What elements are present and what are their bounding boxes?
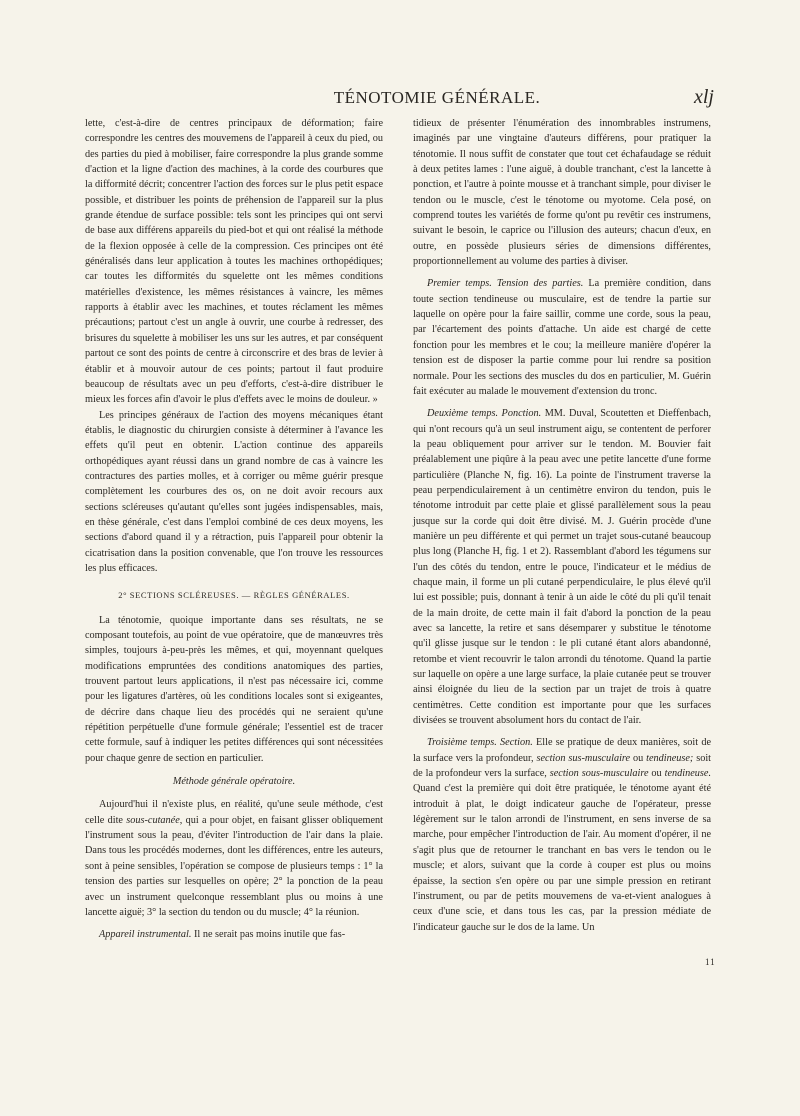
paragraph: Premier temps. Tension des parties. La première condition, dans toute section tendineuse ou musculaire, est de tendre la partie sur laquelle on opère pour la faire saillir, comme une corde, sous la peau, par l'écartement des points d'attache. Un aide est chargé de cette fonction pour les membres et le cou; la meilleure manière d'opérer la tension est de disposer la partie comme pour lui rendre sa position normale. Pour les sections des muscles du dos en particulier, M. Guérin fait exécuter au malade le mouvement d'extension du tronc.	[413, 278, 711, 397]
signature-mark: 11	[705, 957, 716, 967]
section-heading: 2° SECTIONS SCLÉREUSES. — RÈGLES GÉNÉRALES.	[118, 590, 350, 601]
running-title: TÉNOTOMIE GÉNÉRALE.	[333, 88, 541, 107]
subsection-heading: Méthode générale opératoire.	[172, 776, 296, 788]
paragraph: tidieux de présenter l'énumération des innombrables instrumens, imaginés par une vingtaine d'auteurs différens, pour pratiquer la ténotomie. Il nous suffit de constater que tout cet échafaudage se réduit à deux petites lames : l'une aiguë, à double tranchant, c'est la lancette à ponction, et l'autre à pointe mousse et à tranchant simple, pour diviser le tendon ou le muscle, c'est le ténotome ou myotome. Cela posé, on comprend toutes les variétés de forme qu'ont pu revêtir ces instrumens, suivant le besoin, le caprice ou l'illusion des auteurs; chacun d'eux, en outre, en possède plusieurs séries de dimensions différentes, proportionnellement au volume des parties à diviser.	[413, 118, 711, 268]
paragraph: Aujourd'hui il n'existe plus, en réalité, qu'une seule méthode, c'est celle dite sous-cutanée, qui a pour objet, en faisant glisser obliquement l'instrument sous la peau, d'éviter l'introduction de l'air dans la plaie. Dans tous les procédés modernes, dont les différences, entre les auteurs, sont à peine sensibles, l'opération se compose de plusieurs temps : 1° la tension des parties sur lesquelles on opère; 2° la ponction de la peau avec un instrument quelconque ressemblant plus ou moins à une lancette aiguë; 3° la section du tendon ou du muscle; 4° la réunion.	[85, 799, 383, 918]
paragraph: Troisième temps. Section. Elle se pratique de deux manières, soit de la surface vers la profondeur, section sus-musculaire ou tendineuse; soit de la profondeur vers la surface, section sous-musculaire ou tendineuse. Quand c'est la première qui doit être pratiquée, le ténotome ayant été introduit à plat, le doigt indicateur gauche de l'opérateur, presse légèrement sur le talon arrondi de l'instrument, en sens inverse de sa marche, pour empêcher l'introduction de l'air. Au moment d'opérer, il ne s'agit plus que de retourner le tranchant en bas vers le tendon ou le muscle; et alors, suivant que la corde à couper est plus ou moins épaisse, la section s'en opère ou par une simple pression en retirant l'instrument, ou par de petits mouvemens de va-et-vient analogues à ceux d'une scie, et dans tous les cas, par la pression médiate de l'indicateur gauche sur le dos de la lame. Un	[413, 737, 712, 933]
paragraph: Les principes généraux de l'action des moyens mécaniques étant établis, le diagnostic du chirurgien consiste à déterminer à l'avance les effets qu'il peut en obtenir. L'action continue des appareils orthopédiques ayant réussi dans un grand nombre de cas à vaincre les contractures des parties molles, et à corriger ou même guérir presque complètement les courbures des os, on ne doit avoir recours aux sections scléreuses qu'autant qu'elles sont jugées indispensables, mais, en thèse générale, c'est dans l'emploi combiné de ces deux moyens, les sections d'abord quand il y a rétraction, puis l'appareil pour obtenir la cicatrisation dans la position convenable, que l'on trouve les ressources les plus efficaces.	[85, 409, 383, 574]
paragraph: lette, c'est-à-dire de centres principaux de déformation; faire correspondre les centres des mouvemens de l'appareil à ceux du pied, ou des parties du pied à mobiliser, faire correspondre la plus grande somme d'action et la ligne d'action des machines, à la corde des courbures que la difformité décrit; concentrer l'action des forces sur le plus petit espace possible, et distribuer les points de préhension de l'appareil sur la plus grande étendue de surface possible: tels sont les principes qui ont servi de base aux différens appareils du pied-bot et qui ont réalisé la méthode de la flexion opposée à celle de la compression. Ces principes ont été généralisés dans leur application à toutes les machines orthopédiques; car toutes les difformités du squelette ont les mêmes conditions matérielles d'existence, les mêmes résistances à vaincre, les mêmes rapports à établir avec les machines, et toutes réclament les mêmes précautions; partout c'est un angle à ouvrir, une courbe à redresser, des brisures du squelette à mobiliser les uns sur les autres, et par conséquent partout ce sont des points de centre à circonscrire et des bras de levier à établir et à mouvoir autour de ces points; partout il faut produire beaucoup de résultats avec un peu d'efforts, c'est-à-dire distribuer le mieux les forces afin d'avoir le plus d'effets avec le moins de douleur. »	[85, 118, 383, 406]
paragraph: La ténotomie, quoique importante dans ses résultats, ne se composant toutefois, au point de vue opératoire, que de manœuvres très simples, toujours à-peu-près les mêmes, et qui, moyennant quelques modifications empruntées des conditions anatomiques des parties, trouvent partout leurs applications, il n'est pas nécessaire ici, comme pour les ligatures d'artères, où les conditions locales sont si exigeantes, de décrire dans chaque lieu des procédés qui ne seraient qu'une répétition perpétuelle d'une formule générale; l'essentiel est de tracer cette formule, sauf à indiquer les petites différences qui sont nécessitées pour chaque genre de section en particulier.	[85, 614, 383, 764]
left-column	[85, 116, 383, 943]
paragraph: Appareil instrumental. Il ne serait pas moins inutile que fas-	[99, 929, 346, 941]
paragraph: Deuxième temps. Ponction. MM. Duval, Scoutetten et Dieffenbach, qui n'ont recours qu'à un seul instrument aigu, se contentent de perforer la peau obliquement pour arriver sur le tendon. M. Bouvier fait préalablement une piqûre à la peau avec une petite lancette d'une forme particulière (Planche N, fig. 16). La pointe de l'instrument traverse la peau perpendiculairement à un centimètre environ du tendon, puis le ténotome introduit par cette plaie et glissé parallèlement sous la peau jusque sur la corde qui doit être divisé. M. J. Guérin procède d'une manière un peu différente et qui permet un trajet sous-cutané beaucoup plus long (Planche H, fig. 1 et 2). Rassemblant d'abord les tégumens sur l'un des côtés du tendon, entre le pouce, l'indicateur et le médius de chaque main, il forme un pli cutané perpendiculaire, le plus élevé qu'il lui est possible; puis, donnant à tenir à un aide le côté du pli qu'il tenait de la main droite, de cette main il fait d'abord la ponction de la peau avec sa lancette, la retire et sans désemparer y substitue le ténotome qu'il glisse jusque sur le tendon : le pli cutané étant alors abandonné, retombe et vient recouvrir le talon arrondi du ténotome. Quand la partie sur laquelle on opère a une large surface, la plaie cutanée peut se trouver ainsi éloignée du lieu de la section par un trajet de trois à quatre centimètres. Cette condition est importante pour que les surfaces divisées se trouvent absolument hors du contact de l'air.	[413, 408, 712, 727]
right-column	[413, 116, 711, 935]
running-header	[160, 88, 714, 112]
page-number: xlj	[694, 86, 714, 108]
